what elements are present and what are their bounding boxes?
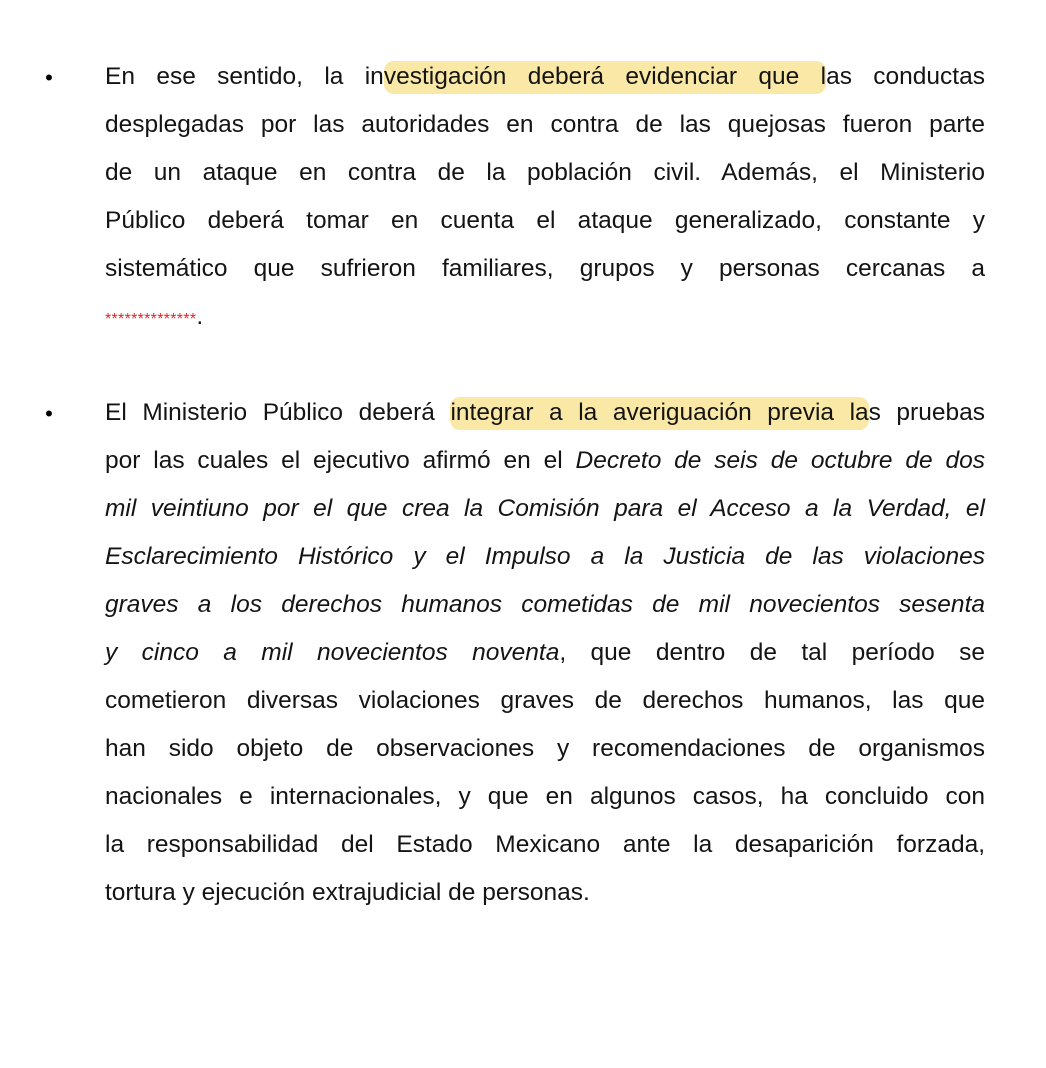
paragraph-2-line-4: Esclarecimiento Histórico y el Impulso a la Justicia de las violaciones [105, 543, 985, 570]
paragraph-1-line-3: de un ataque en contra de la población civil. Además, el Ministerio [105, 159, 985, 186]
highlighted-text: integrar a la averiguación previa la [450, 397, 868, 430]
paragraph-2-line-11: tortura y ejecución extrajudicial de personas. [105, 879, 590, 906]
paragraph-2-line-1 [105, 397, 985, 445]
paragraph-2-line-7: cometieron diversas violaciones graves de derechos humanos, las que [105, 687, 985, 714]
text-span: as conductas [826, 63, 985, 90]
paragraph-1-line-4: Público deberá tomar en cuenta el ataque generalizado, constante y [105, 207, 985, 234]
text-span: por las cuales el ejecutivo afirmó en el [105, 447, 576, 474]
paragraph-2-line-3: mil veintiuno por el que crea la Comisión para el Acceso a la Verdad, el [105, 495, 985, 522]
paragraph-2-line-5: graves a los derechos humanos cometidas de mil novecientos sesenta [105, 591, 985, 618]
text-span: , que dentro de tal período se [559, 639, 985, 666]
paragraph-2 [105, 397, 985, 925]
text-span: s pruebas [868, 399, 985, 426]
text-span: En ese sentido, la in [105, 63, 384, 90]
redacted-name: ************** [105, 311, 197, 328]
bullet-point-1: • [45, 65, 53, 90]
bullet-point-2: • [45, 401, 53, 426]
paragraph-2-line-6 [105, 637, 985, 685]
paragraph-2-line-2 [105, 445, 985, 493]
italic-text: y cinco a mil novecientos noventa [105, 639, 560, 666]
paragraph-1 [105, 61, 985, 349]
paragraph-2-line-8: han sido objeto de observaciones y recomendaciones de organismos [105, 735, 985, 762]
text-span: . [196, 303, 204, 330]
italic-text: Decreto de seis de octubre de dos [575, 447, 985, 474]
text-span: El Ministerio Público deberá [105, 399, 451, 426]
highlighted-text: vestigación deberá evidenciar que l [384, 61, 826, 94]
paragraph-2-line-10: la responsabilidad del Estado Mexicano ante la desaparición forzada, [105, 831, 985, 858]
paragraph-1-line-6 [105, 301, 985, 349]
paragraph-1-line-1 [105, 61, 985, 109]
paragraph-2-line-9: nacionales e internacionales, y que en algunos casos, ha concluido con [105, 783, 985, 810]
paragraph-1-line-2: desplegadas por las autoridades en contra de las quejosas fueron parte [105, 111, 985, 138]
paragraph-1-line-5: sistemático que sufrieron familiares, grupos y personas cercanas a [105, 255, 985, 282]
